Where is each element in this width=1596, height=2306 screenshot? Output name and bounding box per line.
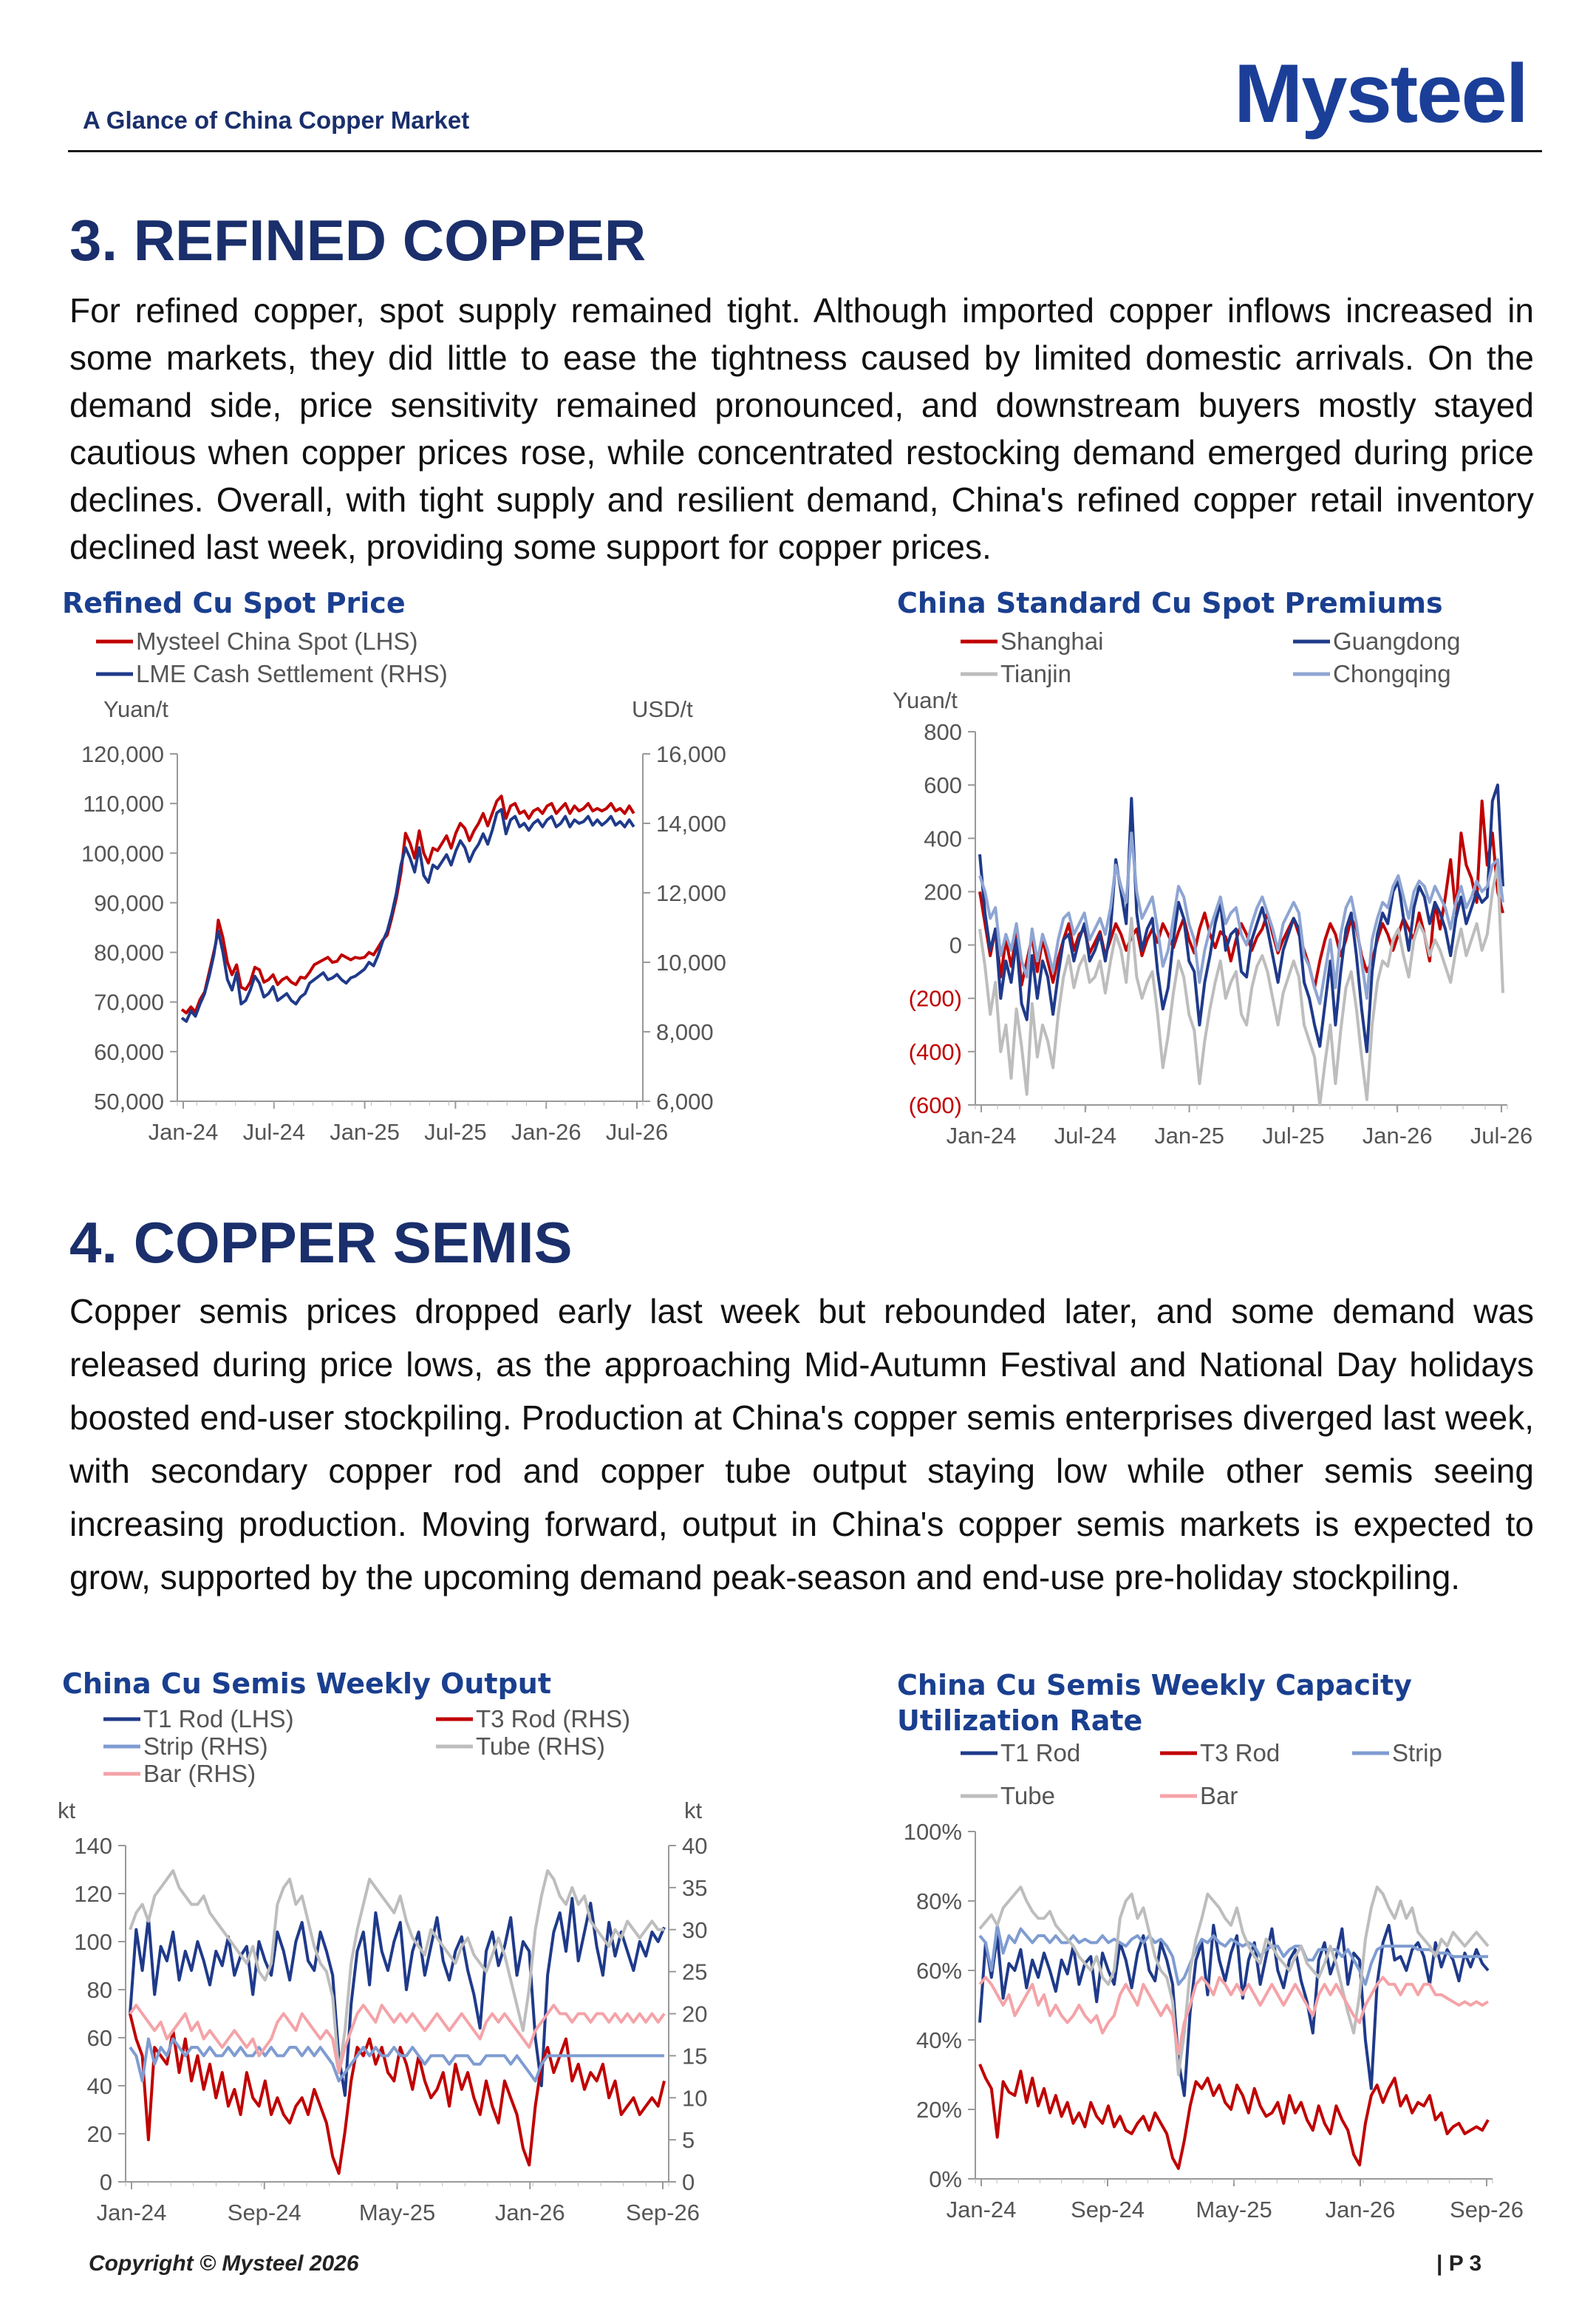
legend-label-0: T1 Rod bbox=[1000, 1739, 1081, 1766]
section-4-body: Copper semis prices dropped early last week but rebounded later, and some demand was released during price lows, as the approaching Mid-Autumn Festival and National Day holidays boosted end-user stockpiling. Production at China's copper semis enterprises diverged last week, with secondary copper rod and copper tube output staying low while other semis seeing increasing production. Moving forward, output in China's copper semis markets is expected to grow, supported by the upcoming demand peak-season and end-use pre-holiday stockpiling. bbox=[69, 1292, 1534, 1596]
y-axis-unit: kt bbox=[58, 1797, 76, 1823]
series-line-mysteel-china-spot-lhs- bbox=[182, 796, 634, 1013]
legend-label-1: T3 Rod bbox=[1200, 1739, 1280, 1766]
y-tick-label: 20 bbox=[86, 2121, 112, 2147]
series-line-t1-rod bbox=[980, 1925, 1488, 2095]
y2-tick-label: 40 bbox=[682, 1833, 708, 1859]
x-tick-label: Jan-24 bbox=[96, 2200, 167, 2225]
x-tick-label: Jan-24 bbox=[148, 1119, 219, 1145]
y2-tick-label: 8,000 bbox=[656, 1019, 714, 1045]
copyright: Copyright © Mysteel 2026 bbox=[89, 2251, 359, 2276]
x-tick-label: Jul-24 bbox=[1054, 1123, 1117, 1149]
legend-label-3: Tube (RHS) bbox=[476, 1732, 605, 1760]
y-tick-label: 20% bbox=[915, 2097, 962, 2123]
y-axis-unit: Yuan/t bbox=[893, 687, 958, 713]
y-tick-label: 120 bbox=[74, 1881, 112, 1907]
legend-label-1: LME Cash Settlement (RHS) bbox=[136, 660, 448, 687]
x-tick-label: Jul-26 bbox=[605, 1119, 669, 1145]
y-tick-label: 100% bbox=[903, 1819, 962, 1845]
y-tick-label: 110,000 bbox=[83, 791, 164, 817]
y2-tick-label: 0 bbox=[682, 2169, 695, 2195]
legend-label-2: Strip (RHS) bbox=[143, 1732, 268, 1760]
y-tick-label: 80% bbox=[915, 1888, 962, 1914]
y2-tick-label: 12,000 bbox=[656, 880, 726, 906]
y-tick-label: 60 bbox=[86, 2025, 112, 2051]
legend-label-0: Shanghai bbox=[1000, 627, 1104, 655]
x-tick-label: Jan-26 bbox=[1325, 2197, 1396, 2222]
y-axis-unit: Yuan/t bbox=[103, 696, 168, 722]
y2-tick-label: 15 bbox=[682, 2043, 708, 2069]
x-tick-label: May-25 bbox=[358, 2200, 436, 2225]
page-number: | P 3 bbox=[1436, 2251, 1482, 2276]
y-tick-label: (400) bbox=[908, 1038, 962, 1065]
x-tick-label: Sep-24 bbox=[1071, 2197, 1145, 2222]
chart-4-title: China Cu Semis Weekly Capacity Utilization Rate bbox=[897, 1669, 1412, 1737]
x-tick-label: Jan-26 bbox=[1362, 1123, 1433, 1149]
y-tick-label: 80,000 bbox=[94, 939, 164, 966]
y-tick-label: 70,000 bbox=[94, 989, 164, 1016]
y2-tick-label: 35 bbox=[682, 1874, 708, 1901]
x-tick-label: Jan-25 bbox=[1154, 1123, 1224, 1149]
mysteel-logo: Mysteel bbox=[1234, 47, 1527, 140]
x-tick-label: Jan-26 bbox=[511, 1119, 582, 1145]
y-tick-label: 200 bbox=[924, 879, 962, 905]
legend-label-4: Bar (RHS) bbox=[143, 1760, 256, 1787]
y2-tick-label: 30 bbox=[682, 1916, 708, 1943]
y2-tick-label: 14,000 bbox=[656, 811, 726, 837]
x-tick-label: Sep-24 bbox=[227, 2200, 301, 2225]
y2-tick-label: 6,000 bbox=[656, 1089, 714, 1115]
y2-tick-label: 20 bbox=[682, 2001, 708, 2027]
chart-2-spot-premiums bbox=[872, 621, 1566, 1168]
y-tick-label: 40 bbox=[86, 2073, 112, 2099]
legend-label-2: Strip bbox=[1392, 1739, 1442, 1766]
y2-axis-unit: USD/t bbox=[632, 696, 693, 722]
series-line-t3-rod bbox=[980, 2064, 1488, 2169]
x-tick-label: Jan-24 bbox=[946, 1123, 1017, 1149]
legend-label-2: Tianjin bbox=[1000, 660, 1071, 687]
y-tick-label: 50,000 bbox=[94, 1089, 164, 1115]
x-tick-label: Sep-26 bbox=[1450, 2197, 1524, 2222]
series-line-tube-rhs- bbox=[130, 1871, 664, 2072]
series-line-tube bbox=[980, 1887, 1488, 2075]
legend-label-0: Mysteel China Spot (LHS) bbox=[136, 627, 418, 655]
legend-label-4: Bar bbox=[1200, 1782, 1238, 1809]
y2-tick-label: 10 bbox=[682, 2085, 708, 2112]
y-tick-label: 120,000 bbox=[81, 741, 164, 767]
x-tick-label: Jan-24 bbox=[946, 2197, 1017, 2222]
y-tick-label: 400 bbox=[924, 826, 962, 852]
section-3-title: 3. REFINED COPPER bbox=[69, 208, 647, 273]
y-tick-label: 800 bbox=[924, 719, 962, 745]
y-tick-label: 600 bbox=[924, 772, 962, 799]
section-4-title: 4. COPPER SEMIS bbox=[69, 1210, 573, 1275]
y-tick-label: 0 bbox=[949, 932, 962, 959]
x-tick-label: Jul-24 bbox=[242, 1119, 306, 1145]
x-tick-label: Jul-25 bbox=[1262, 1123, 1325, 1149]
x-tick-label: Jul-26 bbox=[1470, 1123, 1533, 1149]
chart-1-title: Refined Cu Spot Price bbox=[62, 587, 406, 619]
legend-label-1: Guangdong bbox=[1333, 627, 1461, 655]
chart-3-title: China Cu Semis Weekly Output bbox=[62, 1667, 552, 1700]
x-tick-label: Sep-26 bbox=[626, 2200, 700, 2225]
y2-tick-label: 16,000 bbox=[656, 741, 726, 767]
chart-4-capacity-utilization bbox=[872, 1730, 1566, 2232]
y-tick-label: 100 bbox=[74, 1929, 112, 1955]
legend-label-3: Chongqing bbox=[1333, 660, 1451, 687]
y-tick-label: 60,000 bbox=[94, 1038, 164, 1065]
y-tick-label: (600) bbox=[908, 1092, 962, 1118]
chart-2-title: China Standard Cu Spot Premiums bbox=[897, 587, 1443, 619]
chart-3-semis-weekly-output bbox=[44, 1700, 783, 2232]
legend-label-3: Tube bbox=[1000, 1782, 1055, 1809]
y2-tick-label: 10,000 bbox=[656, 950, 726, 976]
x-tick-label: Jan-26 bbox=[494, 2200, 565, 2225]
x-tick-label: Jul-25 bbox=[424, 1119, 487, 1145]
y-tick-label: 60% bbox=[915, 1958, 962, 1984]
y-tick-label: 0 bbox=[99, 2169, 112, 2195]
y-tick-label: 140 bbox=[74, 1833, 112, 1859]
series-line-t3-rod-rhs- bbox=[130, 2014, 664, 2174]
header-divider bbox=[68, 150, 1542, 152]
legend-label-0: T1 Rod (LHS) bbox=[143, 1705, 294, 1732]
legend-label-1: T3 Rod (RHS) bbox=[476, 1705, 631, 1732]
chart-1-refined-cu-spot-price bbox=[44, 621, 783, 1168]
y-tick-label: 100,000 bbox=[81, 840, 164, 867]
section-3-body: For refined copper, spot supply remained tight. Although imported copper inflows increased in some markets, they did little to ease the tightness caused by limited domestic arrivals. On the demand side, price sensitivity remained pronounced, and downstream buyers mostly stayed cautious when copper prices rose, while concentrated restocking demand emerged during price declines. Overall, with tight supply and resilient demand, China's refined copper retail inventory declined last week, providing some support for copper prices. bbox=[69, 291, 1534, 566]
header-title: A Glance of China Copper Market bbox=[83, 106, 470, 134]
y-tick-label: (200) bbox=[908, 985, 962, 1012]
y2-axis-unit: kt bbox=[684, 1797, 703, 1823]
y2-tick-label: 5 bbox=[682, 2127, 695, 2154]
y-tick-label: 80 bbox=[86, 1977, 112, 2003]
y-tick-label: 90,000 bbox=[94, 890, 164, 916]
x-tick-label: Jan-25 bbox=[330, 1119, 400, 1145]
y-tick-label: 0% bbox=[929, 2166, 962, 2192]
y-tick-label: 40% bbox=[915, 2027, 962, 2053]
x-tick-label: May-25 bbox=[1196, 2197, 1272, 2222]
y2-tick-label: 25 bbox=[682, 1959, 708, 1985]
